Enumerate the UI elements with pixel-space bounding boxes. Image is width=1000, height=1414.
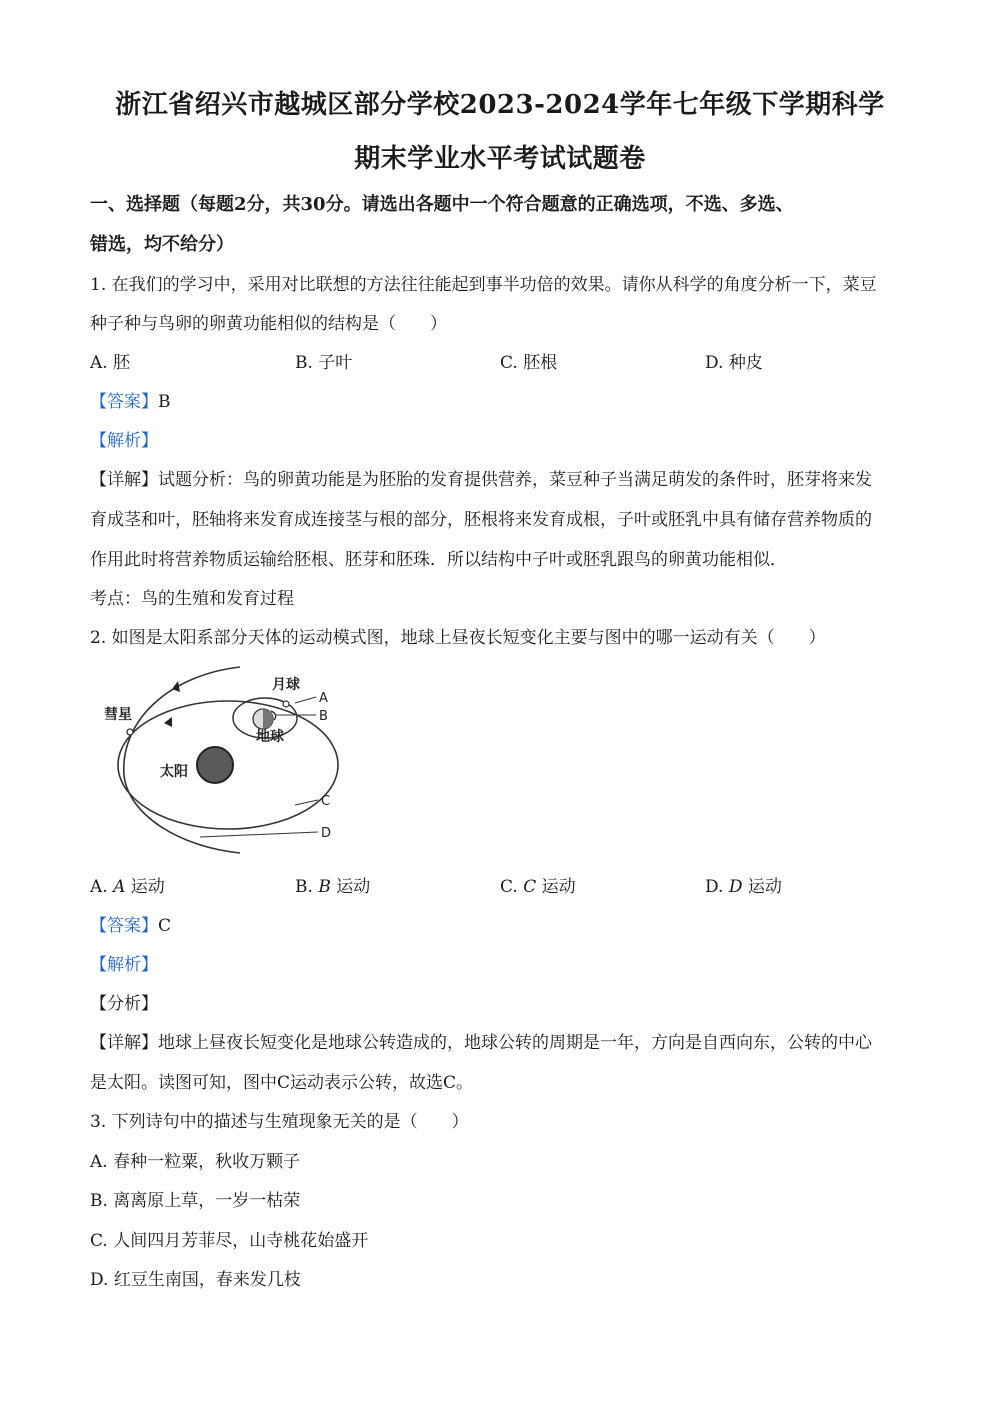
q2-option-a-prefix: A. [90,877,114,897]
q2-option-b-letter: B [318,877,331,897]
comet-label: 彗星 [104,707,132,723]
q2-option-b-prefix: B. [295,877,319,897]
q1-kaodian: 考点：鸟的生殖和发育过程 [90,589,294,609]
leader-line-d [200,832,318,837]
q2-option-c-suffix: 运动 [536,877,576,897]
moon-icon [283,701,289,707]
q1-option-a: A. 胚 [90,353,131,373]
leader-line-a [295,697,316,703]
q3-text: 3. 下列诗句中的描述与生殖现象无关的是（ ） [90,1112,469,1132]
q1-option-b: B. 子叶 [295,353,353,373]
q1-option-c: C. 胚根 [500,353,558,373]
solar-system-diagram [90,665,350,860]
section-heading-line-2: 错选，均不给分） [90,234,234,255]
label-b: B [319,709,328,724]
q2-option-d [705,872,782,897]
title-line-2: 期末学业水平考试试题卷 [354,144,646,174]
label-c: C [321,794,331,809]
q2-option-a-letter: A [113,877,126,897]
q1-detail-text-1: 试题分析：鸟的卵黄功能是为胚胎的发育提供营养，菜豆种子当满足萌发的条件时，胚芽将来发 [158,470,872,490]
detail-label-2: 【详解】 [90,1033,158,1053]
q2-analysis-label: 【解析】 [90,955,158,975]
earth-label: 地球 [256,729,284,745]
q3-option-d: D. 红豆生南国，春来发几枝 [90,1270,301,1290]
q2-detail-line-1 [90,1028,872,1053]
q2-text: 2. 如图是太阳系部分天体的运动模式图，地球上昼夜长短变化主要与图中的哪一运动有关（ ） [90,628,826,648]
q1-answer-value: B [158,392,171,412]
title-line-1: 浙江省绍兴市越城区部分学校2023-2024学年七年级下学期科学 [115,90,885,120]
comet-direction-arrow-icon [172,681,180,692]
q3-option-a: A. 春种一粒粟，秋收万颗子 [90,1152,301,1172]
q1-text-line-2: 种子种与鸟卵的卵黄功能相似的结构是（ ） [90,314,447,334]
q2-option-c [500,872,576,897]
answer-label: 【答案】 [90,392,158,412]
q2-option-c-letter: C [523,877,537,897]
q2-option-d-letter: D [728,877,743,897]
q1-detail-line-1 [90,465,872,490]
earth-orbit-direction-arrow-icon [164,717,172,727]
q3-option-b: B. 离离原上草，一岁一枯荣 [90,1191,301,1211]
q2-detail-text-1: 地球上昼夜长短变化是地球公转造成的，地球公转的周期是一年，方向是自西向东，公转的中心 [158,1033,872,1053]
q2-option-c-prefix: C. [500,877,524,897]
comet-icon [127,729,133,735]
answer-label-2: 【答案】 [90,916,158,936]
label-a: A [319,691,328,706]
q1-option-d: D. 种皮 [705,353,763,373]
q2-option-a-suffix: 运动 [125,877,165,897]
q2-answer-value: C [158,916,172,936]
q2-option-a [90,872,165,897]
q1-detail-line-3: 作用此时将营养物质运输给胚根、胚芽和胚珠．所以结构中子叶或胚乳跟鸟的卵黄功能相似． [90,550,787,570]
q3-option-c: C. 人间四月芳菲尽，山寺桃花始盛开 [90,1231,369,1251]
label-d: D [321,826,332,841]
detail-label: 【详解】 [90,470,158,490]
section-heading-line-1: 一、选择题（每题2分，共30分。请选出各题中一个符合题意的正确选项，不选、多选、 [90,194,794,215]
q1-answer [90,387,171,412]
earth-shadow [263,709,273,729]
q2-option-d-suffix: 运动 [742,877,782,897]
q2-option-b [295,872,370,897]
moon-label: 月球 [272,677,300,693]
q2-answer [90,911,171,936]
sun-icon [197,747,233,783]
sun-label: 太阳 [160,764,188,780]
q2-fenxi-label: 【分析】 [90,994,158,1014]
q1-detail-line-2: 育成茎和叶，胚轴将来发育成连接茎与根的部分，胚根将来发育成根，子叶或胚乳中具有储存营养物质的 [90,510,872,530]
q2-option-d-prefix: D. [705,877,729,897]
q2-detail-line-2: 是太阳。读图可知，图中C运动表示公转，故选C。 [90,1073,474,1093]
q1-analysis-label: 【解析】 [90,431,158,451]
q2-option-b-suffix: 运动 [330,877,371,897]
q1-text-line-1: 1. 在我们的学习中，采用对比联想的方法往往能起到事半功倍的效果。请你从科学的角度分析一下，菜豆 [90,275,877,295]
